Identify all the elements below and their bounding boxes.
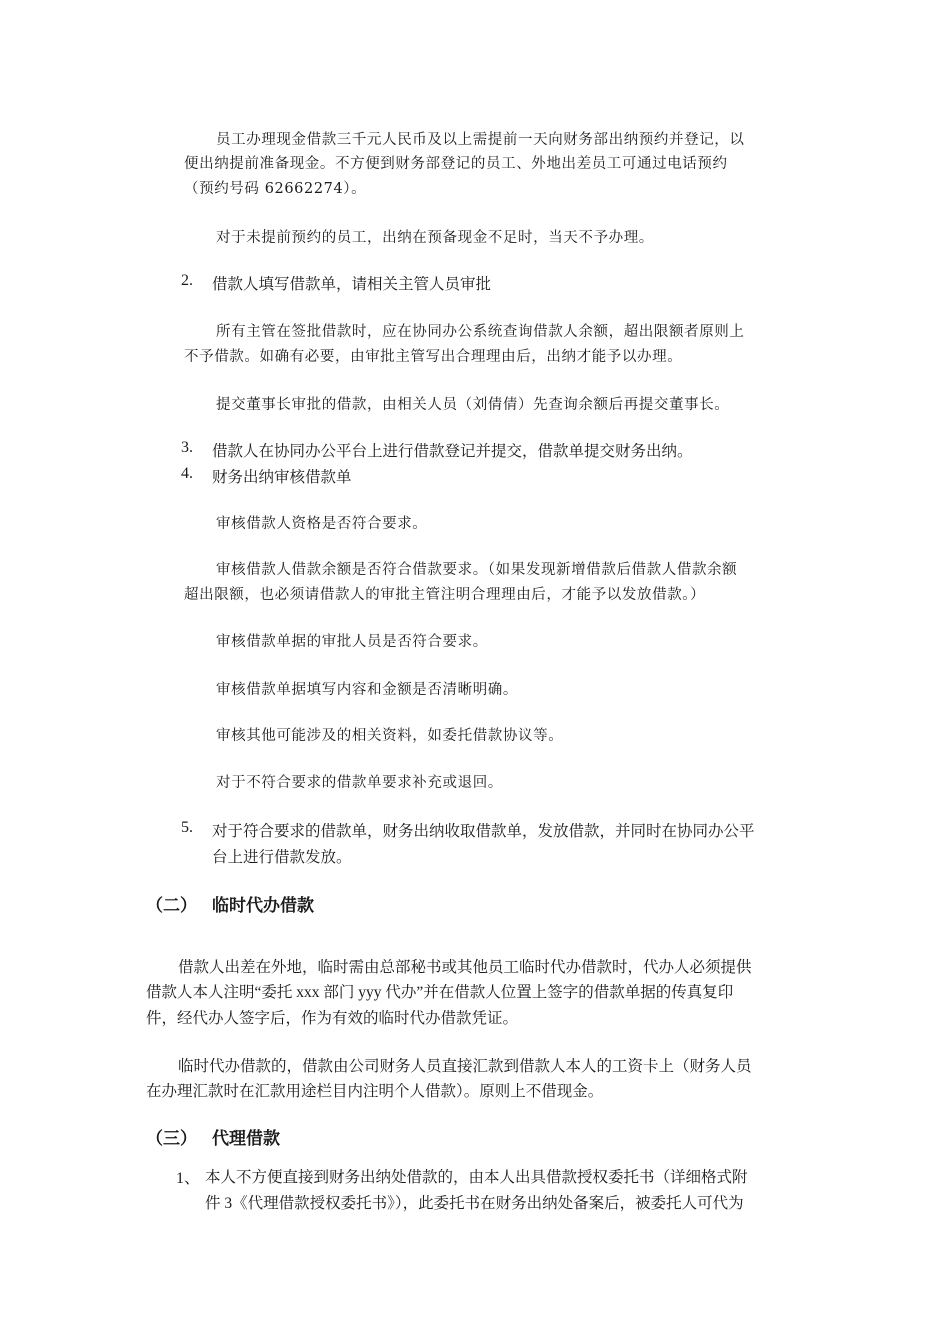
paragraph-line: 不予借款。如确有必要，由审批主管写出合理理由后，出纳才能予以办理。 bbox=[184, 349, 683, 365]
paragraph-line: 本人不方便直接到财务出纳处借款的，由本人出具借款授权委托书（详细格式附 bbox=[205, 1169, 748, 1186]
step-number: 5. bbox=[181, 819, 193, 836]
check-item: 审核借款单据填写内容和金额是否清晰明确。 bbox=[216, 682, 518, 698]
paragraph-line: 便出纳提前准备现金。不方便到财务部登记的员工、外地出差员工可通过电话预约 bbox=[184, 156, 728, 172]
paragraph-line: 员工办理现金借款三千元人民币及以上需提前一天向财务部出纳预约并登记，以 bbox=[216, 132, 745, 148]
section-heading: 代理借款 bbox=[212, 1129, 280, 1149]
paragraph-line: 在办理汇款时在汇款用途栏目内注明个人借款）。原则上不借现金。 bbox=[146, 1083, 604, 1100]
step-text: 对于符合要求的借款单，财务出纳收取借款单，发放借款，并同时在协同办公平 bbox=[212, 823, 755, 840]
check-item: 审核借款人资格是否符合要求。 bbox=[216, 516, 428, 532]
paragraph-line: 借款人本人注明“委托 xxx 部门 yyy 代办”并在借款人位置上签字的借款单据的传真复印 bbox=[146, 984, 734, 1001]
step-text: 财务出纳审核借款单 bbox=[212, 469, 352, 486]
paragraph-line: 借款人出差在外地，临时需由总部秘书或其他员工临时代办借款时，代办人必须提供 bbox=[178, 959, 752, 976]
paragraph-line: 所有主管在签批借款时，应在协同办公系统查询借款人余额，超出限额者原则上 bbox=[216, 324, 745, 340]
section-number: （三） bbox=[146, 1129, 197, 1149]
check-item: 审核借款单据的审批人员是否符合要求。 bbox=[216, 634, 488, 650]
step-number: 4. bbox=[181, 465, 193, 482]
step-number: 2. bbox=[181, 272, 193, 289]
section-heading: 临时代办借款 bbox=[212, 896, 314, 916]
paragraph-line: 件，经代办人签字后，作为有效的临时代办借款凭证。 bbox=[146, 1010, 519, 1027]
paragraph-line: 件 3《代理借款授权委托书》），此委托书在财务出纳处备案后，被委托人可代为 bbox=[205, 1195, 744, 1212]
paragraph-line: 对于未提前预约的员工，出纳在预备现金不足时，当天不予办理。 bbox=[216, 230, 654, 246]
paragraph-line: （预约号码 62662274）。 bbox=[184, 181, 367, 197]
check-item: 审核借款人借款余额是否符合借款要求。（如果发现新增借款后借款人借款余额 bbox=[216, 562, 738, 578]
check-item: 审核其他可能涉及的相关资料，如委托借款协议等。 bbox=[216, 728, 564, 744]
check-item: 超出限额，也必须请借款人的审批主管注明合理理由后，才能予以发放借款。） bbox=[184, 587, 706, 603]
step-number: 3. bbox=[181, 439, 193, 456]
check-item: 对于不符合要求的借款单要求补充或退回。 bbox=[216, 775, 503, 791]
paragraph-line: 提交董事长审批的借款，由相关人员（刘倩倩）先查询余额后再提交董事长。 bbox=[216, 397, 730, 413]
paragraph-line: 临时代办借款的，借款由公司财务人员直接汇款到借款人本人的工资卡上（财务人员 bbox=[178, 1058, 752, 1075]
step-text: 借款人在协同办公平台上进行借款登记并提交，借款单提交财务出纳。 bbox=[212, 443, 693, 460]
step-text: 台上进行借款发放。 bbox=[212, 849, 352, 866]
step-text: 借款人填写借款单，请相关主管人员审批 bbox=[212, 276, 492, 293]
item-number: 1、 bbox=[176, 1170, 201, 1187]
section-number: （二） bbox=[146, 896, 197, 916]
